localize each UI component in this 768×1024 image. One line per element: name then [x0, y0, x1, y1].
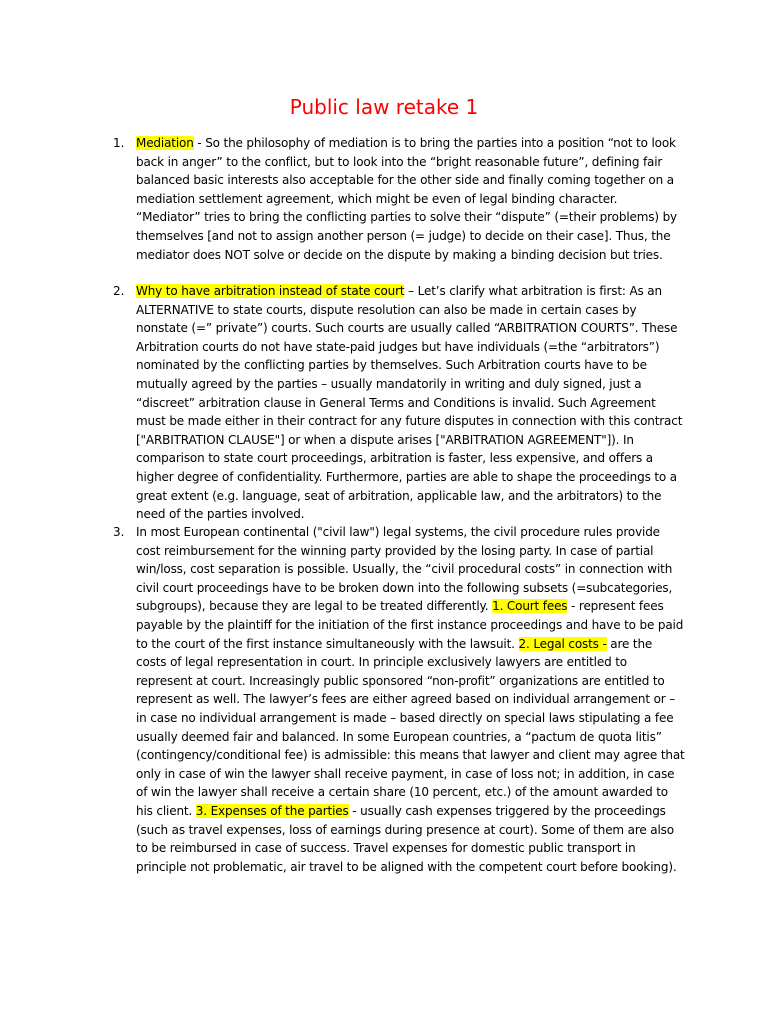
- highlighted-term: Why to have arbitration instead of state court: [136, 284, 405, 298]
- paragraph-text: “Mediator” tries to bring the conflicting parties to solve their “dispute” (=their problems) by themselves [and not to assign another person (= judge) to decide on their case]. Thus, the mediator does NOT solve or decide on the dispute by making a binding decision but tries.: [136, 210, 677, 262]
- paragraph-text: – Let’s clarify what arbitration is first: As an ALTERNATIVE to state courts, dispute resolution can also be made in certain cases by nonstate (=” private”) courts. Such courts are usually called “ARBITRATION COURTS”. These Arbitration courts do not have state-paid judges but have individuals (=the “arbitrators”) nominated by the conflicting parties by themselves. Such Arbitration courts have to be mutually agreed by the parties – usually mandatorily in writing and duly signed, just a “discreet” arbitration clause in General Terms and Conditions is invalid. Such Agreement must be made either in their contract for any future disputes in connection with this contract ["ARBITRATION CLAUSE"] or when a dispute arises ["ARBITRATION AGREEMENT"]). In comparison to state court proceedings, arbitration is faster, less expensive, and offers a higher degree of confidentiality. Furthermore, parties are able to shape the proceedings to a great extent (e.g. language, seat of arbitration, applicable law, and the arbitrators) to the need of the parties involved.: [136, 284, 683, 522]
- highlighted-term: 1. Court fees: [492, 599, 568, 614]
- paragraph-text: - represent fees payable by the plaintiff for the initiation of the first instance proceedings and have to be paid to the court of the first instance simultaneously with the lawsuit.: [136, 599, 684, 651]
- list-number: 3.: [113, 525, 125, 539]
- list-number: 2.: [113, 284, 125, 298]
- list-number: 1.: [113, 136, 125, 150]
- document-title: Public law retake 1: [289, 95, 479, 119]
- paragraph: [136, 523, 686, 876]
- paragraph-text: - usually cash expenses triggered by the proceedings (such as travel expenses, loss of earnings during presence at court). Some of them are also to be reimbursed in case of success. Travel expenses for domestic public transport in principle not problematic, air travel to be aligned with the competent court before booking).: [136, 803, 677, 874]
- paragraph-text: In most European continental ("civil law") legal systems, the civil procedure rules provide cost reimbursement for the winning party provided by the losing party. In case of partial win/loss, cost separation is possible. Usually, the “civil procedural costs” in connection with civil court proceedings have to be broken down into the following subsets (=subcategories, subgroups), because they are legal to be treated differently.: [136, 525, 673, 614]
- highlighted-term: Mediation: [136, 136, 194, 150]
- list-item-body: [136, 282, 686, 524]
- paragraph: [136, 208, 686, 264]
- paragraph: [136, 282, 686, 524]
- list-item-body: [136, 134, 686, 264]
- paragraph-text: - So the philosophy of mediation is to bring the parties into a position “not to look back in anger” to the conflict, but to look into the “bright reasonable future”, defining fair balanced basic interests also acceptable for the other side and finally coming together on a mediation settlement agreement, which might be even of legal binding character.: [136, 136, 676, 206]
- paragraph-text: are the costs of legal representation in court. In principle exclusively lawyers are entitled to represent at court. Increasingly public sponsored “non-profit” organizations are entitled to represent as well. The lawyer’s fees are either agreed based on individual arrangement or – in case no individual arrangement is made – based directly on special laws stipulating a fee usually deemed fair and balanced. In some European countries, a “pactum de quota litis” (contingency/conditional fee) is admissible: this means that lawyer and client may agree that only in case of win the lawyer shall receive payment, in case of loss not; in addition, in case of win the lawyer shall receive a certain share (10 percent, etc.) of the amount awarded to his client.: [136, 636, 685, 818]
- highlighted-term: 3. Expenses of the parties: [195, 803, 349, 818]
- highlighted-term: 2. Legal costs -: [518, 636, 607, 651]
- list-item-body: [136, 523, 686, 876]
- paragraph: [136, 134, 686, 208]
